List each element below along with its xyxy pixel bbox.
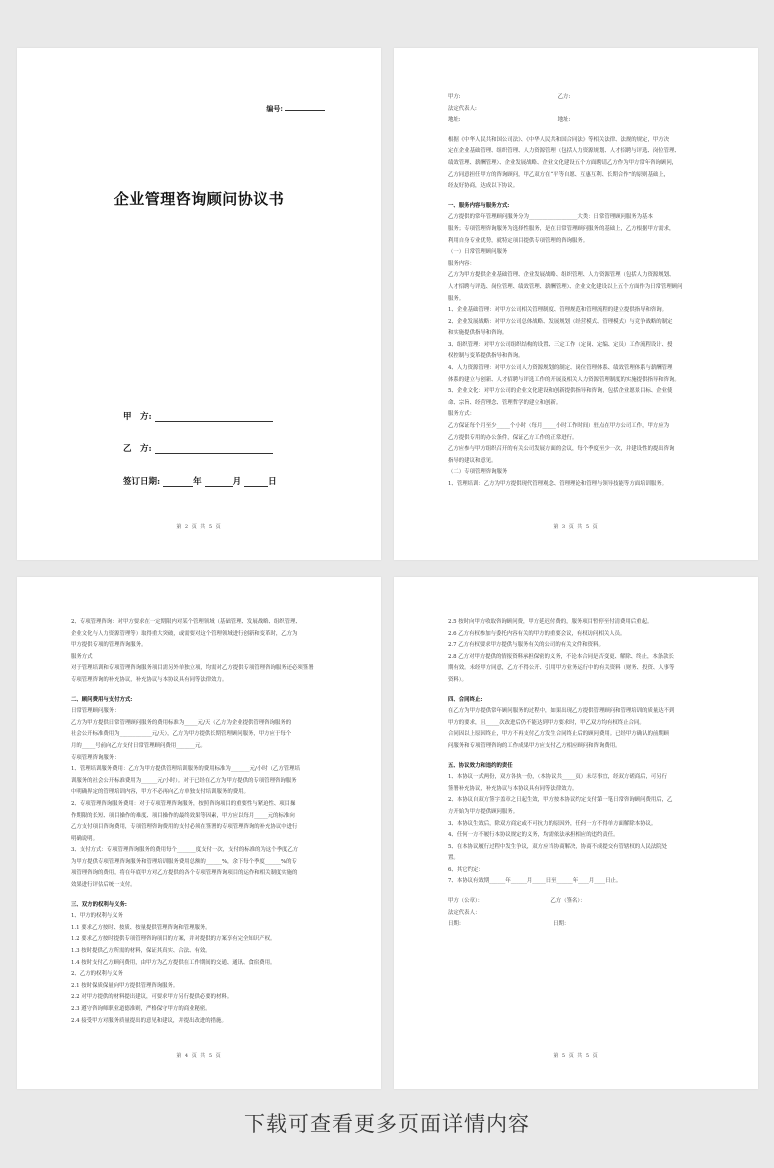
party-a-label: 甲 方:	[123, 412, 152, 422]
text-line: 1、管理培训：乙方为甲方提供现代管理观念、管理理论和管理与领导技能等方面培训服务。	[448, 481, 668, 487]
text-line: 中明确界定的管理培训内容，甲方不必再向乙方单独支付培训服务的费用。	[71, 789, 249, 796]
paragraph-gap	[448, 127, 728, 135]
text-line: 效果进行评估后统一支付。	[71, 882, 136, 889]
text-line: 2.3 遵守咨询师职业道德准则，严格保守甲方的商业秘密。	[71, 1006, 211, 1012]
text-line: 在乙方为甲方提供常年顾问服务的过程中，如果出现乙方提供管理顾问和管理培训的质量达不到	[448, 708, 675, 715]
paragraph-gap	[71, 687, 351, 695]
text-line: 甲方（公章）： 乙方（签名）：	[448, 898, 586, 905]
text-line: 人才招聘与评选、岗位管理、绩效管理、薪酬管理）、企业文化建设以上五个方面作为日常管理顾问	[448, 283, 683, 290]
party-b-line	[123, 442, 273, 454]
text-line: 甲方: 乙方:	[448, 94, 571, 100]
text-line: （一）日常管理顾问服务	[448, 249, 508, 256]
text-line: 2、专项管理咨询服务费用：对于专项管理咨询服务，按照咨询项目的重要性与紧迫性、项目操	[71, 800, 296, 807]
text-line: 2.5 按时向甲方收取咨询顾问费，甲方延迟付费的，服务项目暂停至付清费用后重起。	[448, 619, 653, 625]
text-line: 专项管理咨询服务：	[71, 754, 120, 761]
text-line: 绩效管理、薪酬管理）、企业发展战略、企业文化建设五个方面聘请乙方作为甲方常年咨询顾问，	[448, 159, 678, 166]
text-line: 1、管理培训服务费用：乙方为甲方提供管理培训服务的费用标准为_______元/小时（乙方管理培	[71, 766, 300, 773]
text-line: 定在企业基础管理、组织管理、人力资源管理（包括人力资源规划、人才招聘与评选、岗位管理、	[448, 148, 680, 155]
page-footer: 第 2 页 共 5 页	[176, 524, 222, 530]
text-line: 期有效。未经甲方同意，乙方不得公开、引用甲方业务运行中的有关资料（财务、投资、人事等	[448, 665, 675, 672]
text-line: 经友好协商，达成以下协议。	[448, 183, 519, 190]
year-label: 年	[193, 477, 202, 487]
text-line: 7、本协议有效期______年______月_____日至______年____月____日止。	[448, 878, 622, 885]
text-line: 权控制与变革提供指导和咨询。	[448, 353, 524, 360]
sign-date-label: 签订日期:	[123, 477, 161, 487]
text-line: 1、企业基础管理：对甲方公司相关管理制度、管理规范和管理流程的建立提供指导和咨询。	[448, 307, 668, 314]
text-line: 乙方提供的常年管理顾问服务分为__________________大类：日常管理顾问服务为基本	[448, 214, 653, 221]
text-line: 1.4 按时支付乙方顾问费用，由甲方为乙方提供在工作期间的交通、通讯、食宿费用。	[71, 959, 276, 966]
document-title: 企业管理咨询顾问协议书	[113, 190, 285, 208]
page-footer: 第 5 页 共 5 页	[553, 1053, 599, 1059]
section-heading: 二、顾问费用与支付方式:	[71, 696, 133, 703]
page-3-body	[448, 92, 728, 491]
text-line: 2、乙方的权利与义务	[71, 971, 123, 978]
text-line: 服务方式	[71, 653, 93, 660]
text-line: 乙方保证每个月至少_____个小时（每月_____小时工作时间）驻点在甲方公司工作，甲方应为	[448, 423, 670, 430]
paragraph-gap	[71, 892, 351, 900]
party-b-label: 乙 方:	[123, 444, 152, 454]
text-line: 日常管理顾问服务：	[71, 708, 120, 715]
text-line: 乙方应参与甲方组织召开的有关公司发展方面的会议，每个季度至少一次，并建设性的提出咨询	[448, 446, 675, 453]
text-line: 2、本协议自双方签字盖章之日起生效，甲方按本协议约定支付第一笔日常咨询顾问费用后，乙	[448, 797, 673, 804]
download-caption: 下载可查看更多页面详情内容	[244, 1112, 530, 1136]
text-line: 4、人力资源管理：对甲方公司人力资源规划的制定、岗位管理体系、绩效管理体系与薪酬管理	[448, 365, 673, 372]
text-line: 命、宗旨、经营理念、管理哲学的建立和创新。	[448, 399, 562, 406]
text-line: 2、专项管理咨询：对甲方要求在一定期限内对某个管理领域（基础管理、发展战略、组织管理、	[71, 619, 301, 625]
text-line: 1、本协议一式两份，双方各执一份，（本协议共_____页）未尽事宜，经双方磋商后，可另行	[448, 774, 668, 781]
page-3	[394, 48, 758, 560]
serial-number	[266, 104, 325, 114]
text-line: 法定代表人：	[448, 909, 481, 916]
text-line: 方开始为甲方提供顾问服务。	[448, 808, 519, 815]
text-line: 日期： 日期：	[448, 921, 570, 928]
page-footer: 第 3 页 共 5 页	[553, 524, 599, 530]
text-line: 体系的建立与创新、人才招聘与评选工作的开展及相关人力资源管理制度的实施提供指导和咨询。	[448, 376, 680, 383]
serial-label: 编号:	[266, 104, 283, 113]
serial-line	[285, 110, 325, 111]
day-blank	[244, 478, 268, 487]
text-line: 3、组织管理：对甲方公司组织结构的设置、三定工作（定岗、定编、定员）工作流程设计、授	[448, 341, 673, 348]
text-line: 和实施提供指导和咨询。	[448, 330, 508, 337]
text-line: 2.6 乙方有权参加与委托内容有关的甲方的重要会议，有权访问相关人员。	[448, 630, 626, 637]
text-line: 服务方式：	[448, 411, 475, 418]
text-line: 4、任何一方不履行本协议规定的义务，均需依法承担相应的违约责任。	[448, 832, 619, 839]
paragraph-gap	[448, 687, 728, 695]
text-line: 乙方支付项目咨询费用，专项管理咨询费用的支付必须在签署的专项管理咨询的补充协议中进行	[71, 824, 298, 831]
text-line: 1、甲方的权利与义务	[71, 913, 123, 920]
page-4	[17, 577, 381, 1089]
text-line: （二）专项管理咨询服务	[448, 469, 508, 476]
paragraph-gap	[448, 753, 728, 761]
text-line: 资料）。	[448, 676, 467, 683]
text-line: 2.4 接受甲方对服务质量提出的意见和建议，并提出改进的措施。	[71, 1017, 227, 1024]
text-line: 为甲方提供专项管理咨询服务和管理培训服务费用总额的______%，余下每个季度______%的专	[71, 858, 297, 865]
text-line: 2.7 乙方有权要求甲方提供与服务有关的公司的有关文件和资料。	[448, 642, 604, 649]
text-line: 2.2 对甲方提供的材料提出建议，可要求甲方另行提供必要的材料。	[71, 994, 233, 1001]
text-line: 甲方提供专项的管理咨询服务。	[71, 642, 147, 649]
section-heading: 五、协议效力和违约的责任	[448, 762, 513, 769]
paragraph-gap	[448, 193, 728, 201]
month-label: 月	[232, 477, 242, 487]
text-line: 6、其它约定：	[448, 866, 484, 873]
text-line: 问服务和专项管理咨询的工作成果甲方应支付乙方相应顾问和咨询费用。	[448, 742, 621, 749]
text-line: 置。	[448, 855, 459, 862]
text-line: 月的_____号前向乙方支付日常管理顾问费用_______元。	[71, 742, 206, 749]
text-line: 服务。	[448, 295, 465, 302]
text-line: 项管理咨询的费用，将在年底甲方对乙方提供的各个专项管理咨询项目的运作和相关制度实施的	[71, 870, 298, 877]
text-line: 乙方提供专用的办公条件，保证乙方工作的正常进行。	[448, 434, 578, 441]
party-a-blank	[155, 413, 273, 422]
month-blank	[205, 478, 233, 487]
text-line: 1.2 要求乙方按时提供专项管理咨询项目的方案，并对提供的方案享有完全知识产权。	[71, 936, 276, 943]
text-line: 2.1 按时保质保量向甲方提供管理咨询服务。	[71, 982, 179, 989]
text-line: 地址: 地址:	[448, 117, 571, 124]
sign-date-line	[123, 475, 277, 487]
section-heading: 四、合同终止:	[448, 696, 483, 703]
text-line: 乙方为甲方提供日常管理顾问服务的费用标准为_____元/天（乙方为企业提供管理咨询服务的	[71, 719, 292, 726]
text-line: 3、支付方式：专项管理咨询服务的费用每个_______度支付一次，支付的标准的为这个季度乙方	[71, 847, 299, 854]
page-4-body	[71, 617, 351, 1027]
text-line: 指导的建议和意见。	[448, 457, 497, 464]
text-line: 根据《中华人民共和国公司法》、《中华人民共和国合同法》等相关法律、法规的规定，甲方决	[448, 136, 670, 143]
text-line: 法定代表人:	[448, 105, 477, 112]
text-line: 1.1 要求乙方按时、按质、按量提供管理咨询和管理服务。	[71, 924, 211, 931]
text-line: 服务；专项管理咨询服务为选择性服务，是在日常管理顾问服务的基础上，乙方根据甲方需求，	[448, 225, 675, 232]
text-line: 利用自身专业优势，就特定项目提供专项管理的咨询服务。	[448, 237, 589, 244]
text-line: 明确说明。	[71, 835, 98, 842]
year-blank	[163, 478, 193, 487]
text-line: 5、在本协议履行过程中发生争议，双方应当协商解决，协商不成提交有管辖权的人民法院处	[448, 843, 668, 850]
text-line: 1.3 按时提供乙方所需的材料，保证其真实、合法、有效。	[71, 948, 211, 955]
text-line: 签署补充协议，补充协议与本协议具有同等法律效力。	[448, 785, 578, 792]
party-b-blank	[155, 445, 273, 454]
text-line: 训服务的社会公开标准费用为______元/小时）。对于已经在乙方为甲方提供的专项管理咨询服务	[71, 777, 297, 784]
page-footer: 第 4 页 共 5 页	[176, 1053, 222, 1059]
page-5-body	[448, 617, 728, 931]
text-line: 对于管理培训和专项管理咨询服务项目需另外单独立项，均需对乙方提供专项管理咨询服务还必须签署	[71, 665, 314, 672]
page-5	[394, 577, 758, 1089]
section-heading: 一、服务内容与服务方式:	[448, 202, 510, 209]
text-line: 2、企业发展战略：对甲方公司总体战略、发展规划（经营模式、管理模式）与竞争战略的制定	[448, 318, 673, 325]
party-a-line	[123, 410, 273, 422]
text-line: 专项管理咨询的补充协议，补充协议与本协议具有同等法律效力。	[71, 676, 228, 683]
text-line: 合同因以上原因终止，甲方不再支付乙方发生合同终止后的顾问费用。已经甲方确认的前期顾	[448, 731, 670, 738]
text-line: 企业文化与人力资源管理等）取得重大突破，或需要对这个管理领域进行创新和变革时，乙方为	[71, 630, 298, 637]
text-line: 5、企业文化：对甲方公司的企业文化建设和创新提供指导和咨询，包括企业愿景目标、企业使	[448, 388, 673, 395]
text-line: 2.8 乙方对甲方提供的情报资料承担保密的义务，不论本合同是否变更、解除、终止，本条款长	[448, 653, 674, 660]
page-2-cover	[17, 48, 381, 560]
paragraph-gap	[448, 888, 728, 896]
section-heading: 三、双方的权利与义务:	[71, 901, 127, 908]
text-line: 作期限的长短、项目操作的难度、项目操作的最终效果等因素，甲方应以每月_____元的标准向	[71, 812, 295, 819]
text-line: 社会公开标准费用为____________元/天），乙方为甲方提供长期管理顾问服务，甲方应于每个	[71, 731, 292, 738]
text-line: 乙方为甲方提供企业基础管理、企业发展战略、组织管理、人力资源管理（包括人力资源规划、	[448, 272, 675, 279]
text-line: 乙方同意担任甲方的咨询顾问，甲乙双方在“平等自愿、互惠互利、长期合作”的原则基础上，	[448, 171, 670, 178]
text-line: 服务内容：	[448, 260, 475, 267]
day-label: 日	[268, 477, 277, 487]
text-line: 3、本协议生效后，除双方商定或不可抗力的原因外，任何一方不得单方面解除本协议。	[448, 820, 657, 827]
text-line: 甲方的要求，且_____次改进后仍不能达到甲方要求时，甲乙双方均有权终止合同。	[448, 719, 645, 726]
